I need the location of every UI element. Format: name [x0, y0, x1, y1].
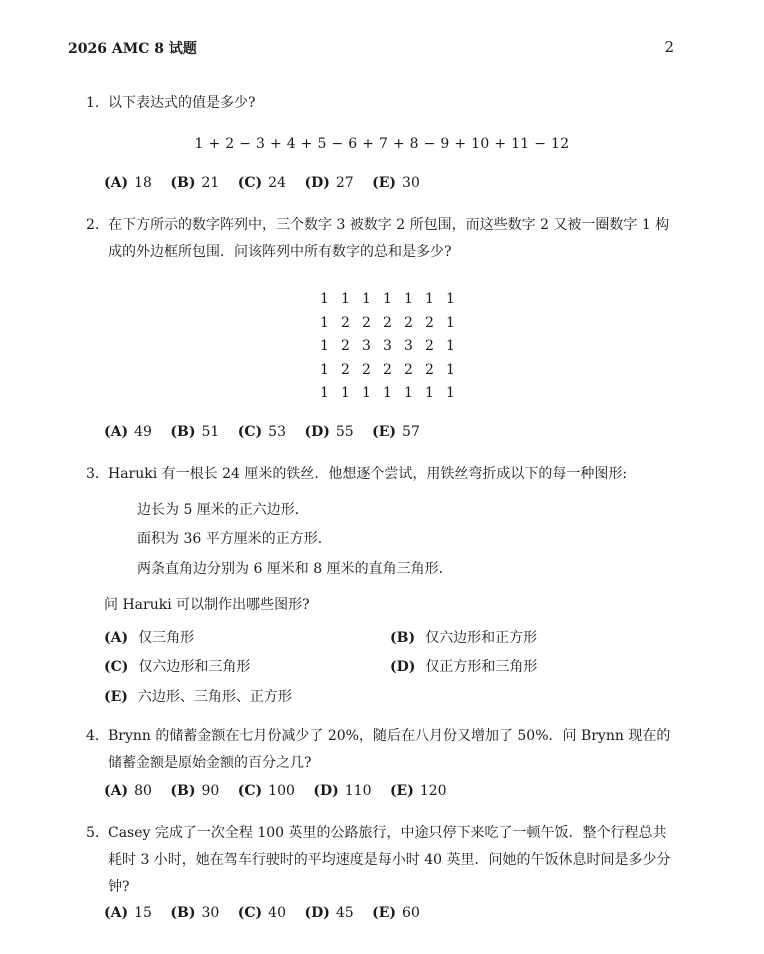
choice-a: (A) 18: [104, 175, 152, 191]
question-text: Casey 完成了一次全程 100 英里的公路旅行，中途只停下来吃了一顿午饭．整个行程总共: [108, 825, 667, 841]
question-4: [86, 723, 676, 777]
array-cell: 2: [425, 338, 434, 354]
choice-d: (D) 55: [304, 424, 354, 440]
array-cell: 1: [404, 385, 413, 401]
question-text: 钟?: [108, 879, 130, 895]
question-text: Haruki 有一根长 24 厘米的铁丝．他想逐个尝试，用铁丝弯折成以下的每一种图形:: [108, 466, 628, 482]
choice-b: (B) 51: [170, 424, 220, 440]
answer-choices: [104, 905, 434, 921]
choice-c: (C) 仅六边形和三角形: [104, 659, 251, 675]
array-row: [314, 382, 461, 406]
question-text: 成的外边框所包围．问该阵列中所有数字的总和是多少?: [108, 244, 452, 260]
question-text: 在下方所示的数字阵列中，三个数字 3 被数字 2 所包围，而这些数字 2 又被一圈数字 1 构: [108, 217, 670, 233]
question-2: [86, 212, 676, 266]
choice-c: (C) 40: [237, 905, 286, 921]
question-ask: 问 Haruki 可以制作出哪些图形?: [104, 597, 310, 613]
number-array: [314, 288, 461, 406]
choice-a: (A) 仅三角形: [104, 630, 195, 646]
choice-d: (D) 27: [304, 175, 354, 191]
answer-choices: [104, 175, 434, 191]
array-row: [314, 359, 461, 383]
choice-b: (B) 30: [170, 905, 220, 921]
choice-b: (B) 仅六边形和正方形: [390, 630, 538, 646]
choice-e: (E) 60: [372, 905, 420, 921]
choice-e: (E) 57: [372, 424, 420, 440]
array-cell: 2: [383, 361, 392, 378]
choice-d: (D) 110: [313, 783, 372, 799]
array-cell: 3: [362, 338, 371, 354]
choice-d: (D) 仅正方形和三角形: [390, 659, 538, 675]
choice-e: (E) 120: [389, 783, 447, 799]
array-cell: 1: [383, 291, 392, 307]
header-title: 2026 AMC 8 试题: [68, 41, 197, 57]
array-cell: 2: [341, 314, 350, 331]
array-cell: 1: [404, 291, 413, 307]
shape-item-2: 面积为 36 平方厘米的正方形．: [137, 531, 332, 547]
answer-choices: [104, 424, 434, 440]
array-cell: 2: [383, 314, 392, 331]
array-row: [314, 335, 461, 359]
choice-c: (C) 24: [237, 175, 286, 191]
answer-choices: [104, 783, 461, 799]
choice-a: (A) 15: [104, 905, 152, 921]
array-cell: 2: [404, 361, 413, 378]
expression: 1 + 2 − 3 + 4 + 5 − 6 + 7 + 8 − 9 + 10 + 11 − 12: [194, 136, 570, 152]
array-cell: 2: [425, 361, 434, 378]
array-cell: 1: [320, 291, 329, 307]
question-number: 2.: [86, 217, 100, 233]
choice-e: (E) 30: [372, 175, 420, 191]
array-cell: 1: [425, 385, 434, 401]
question-number: 5.: [86, 825, 100, 841]
array-cell: 1: [320, 338, 329, 354]
choice-a: (A) 80: [104, 783, 152, 799]
array-cell: 1: [446, 338, 455, 354]
question-text: 耗时 3 小时，她在驾车行驶时的平均速度是每小时 40 英里．问她的午饭休息时间是多少分: [108, 852, 671, 868]
array-cell: 3: [383, 338, 392, 354]
question-number: 3.: [86, 466, 100, 482]
array-cell: 1: [425, 291, 434, 307]
array-cell: 1: [320, 361, 329, 378]
question-text: 储蓄金额是原始金额的百分之几?: [108, 755, 312, 771]
array-cell: 1: [320, 385, 329, 401]
question-5: [86, 820, 676, 901]
array-cell: 1: [320, 314, 329, 331]
array-cell: 2: [404, 314, 413, 331]
array-cell: 1: [446, 291, 455, 307]
shape-item-3: 两条直角边分别为 6 厘米和 8 厘米的直角三角形．: [137, 561, 453, 577]
array-row: [314, 288, 461, 312]
choice-c: (C) 100: [237, 783, 295, 799]
array-cell: 1: [362, 385, 371, 401]
question-text: 以下表达式的值是多少?: [108, 95, 256, 111]
choice-d: (D) 45: [304, 905, 354, 921]
array-cell: 1: [446, 314, 455, 331]
array-cell: 1: [446, 385, 455, 401]
array-cell: 1: [362, 291, 371, 307]
array-row: [314, 312, 461, 336]
question-3: [86, 461, 676, 488]
choice-a: (A) 49: [104, 424, 152, 440]
array-cell: 1: [341, 385, 350, 401]
question-number: 1.: [86, 95, 100, 111]
array-cell: 1: [446, 361, 455, 378]
question-text: Brynn 的储蓄金额在七月份减少了 20%，随后在八月份又增加了 50%．问 Brynn 现在的: [108, 728, 671, 744]
shape-item-1: 边长为 5 厘米的正六边形．: [137, 502, 309, 518]
question-1: [86, 90, 676, 117]
array-cell: 1: [341, 291, 350, 307]
question-number: 4.: [86, 728, 100, 744]
choice-b: (B) 90: [170, 783, 220, 799]
array-cell: 2: [341, 338, 350, 354]
choice-c: (C) 53: [237, 424, 286, 440]
page-header: [68, 38, 674, 58]
page-number: 2: [664, 38, 674, 56]
choice-b: (B) 21: [170, 175, 220, 191]
choice-e: (E) 六边形、三角形、正方形: [104, 689, 292, 705]
array-cell: 2: [425, 314, 434, 331]
array-cell: 2: [362, 361, 371, 378]
array-cell: 2: [362, 314, 371, 331]
array-cell: 1: [383, 385, 392, 401]
array-cell: 2: [341, 361, 350, 378]
array-cell: 3: [404, 338, 413, 354]
